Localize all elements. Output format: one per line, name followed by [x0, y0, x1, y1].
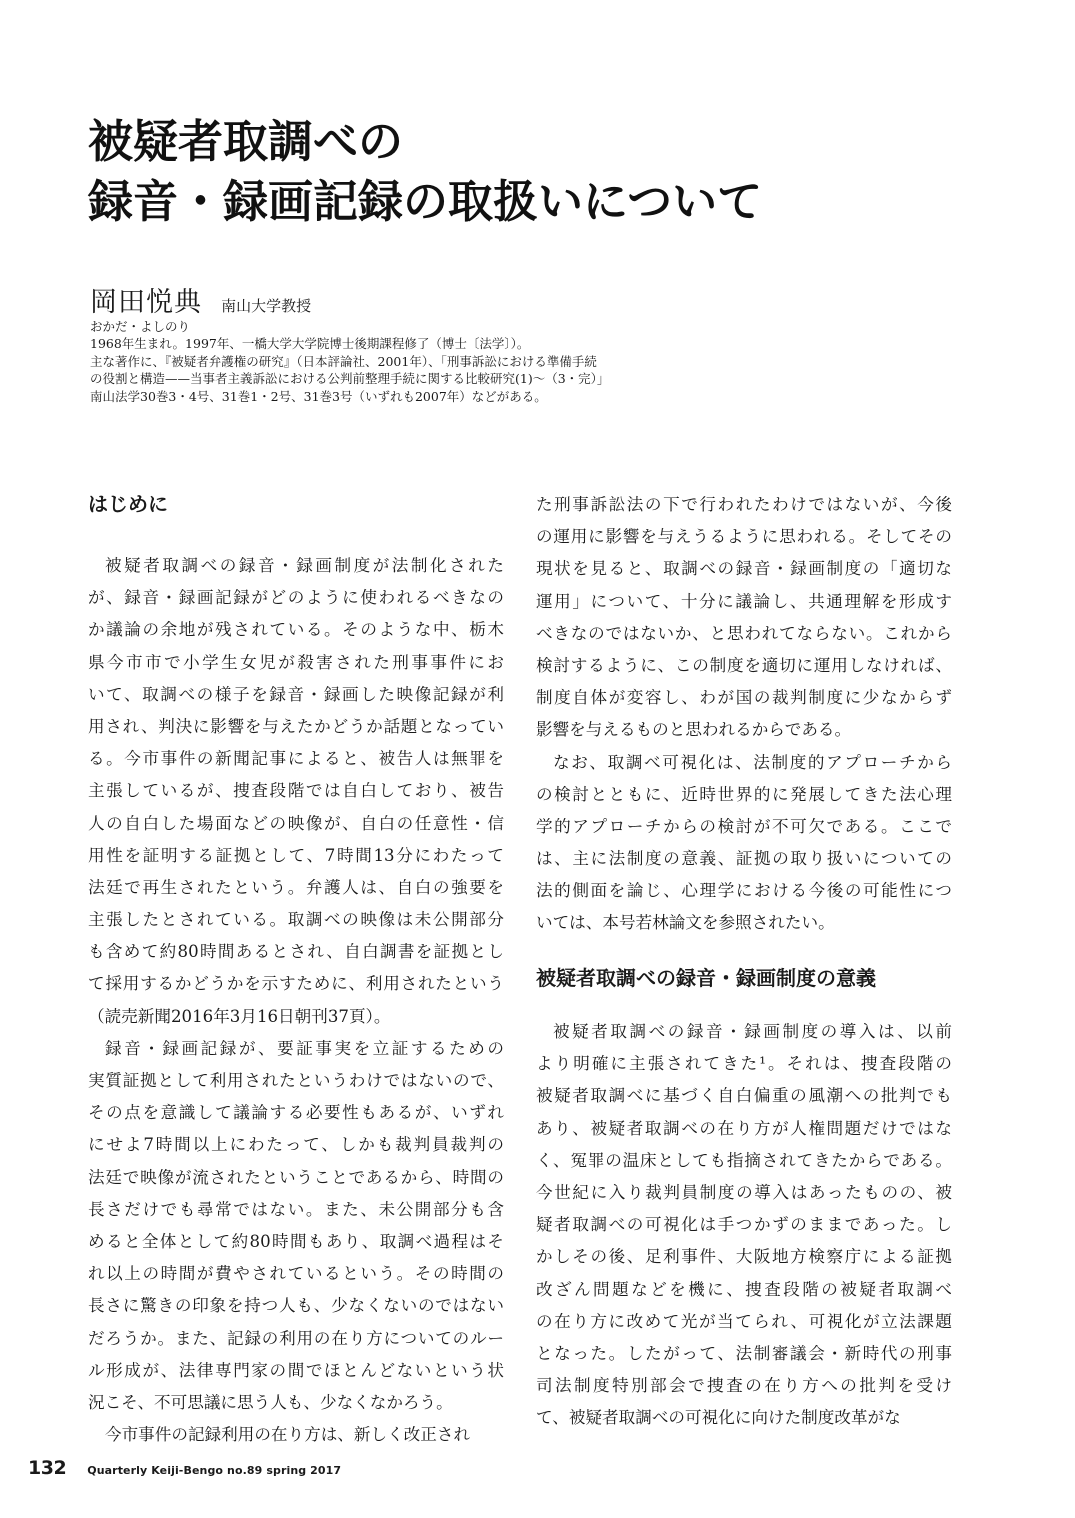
text-line: なお、取調べ可視化は、法制度的アプローチから — [553, 752, 952, 772]
text-line: いては、本号若林論文を参照されたい。 — [536, 913, 835, 933]
text-line: は、主に法制度の意義、証拠の取り扱いについての — [536, 849, 952, 869]
text-line: 運用」について、十分に議論し、共通理解を形成す — [536, 591, 952, 611]
section-heading-intro: はじめに — [88, 492, 168, 516]
text-line: 録音・録画記録が、要証事実を立証するための — [105, 1038, 504, 1058]
title-line-2: 録音・録画記録の取扱いについて — [88, 175, 763, 228]
text-line: 法廷で再生されたという。弁護人は、自白の強要を — [88, 877, 504, 897]
bio-line: 1968年生まれ。1997年、一橋大学大学院博士後期課程修了（博士〔法学〕）。 — [90, 336, 530, 352]
text-line: 学的アプローチからの検討が不可欠である。ここで — [536, 816, 952, 836]
text-line: その点を意識して議論する必要性もあるが、いずれ — [88, 1103, 504, 1123]
text-line: 県今市市で小学生女児が殺害された刑事事件にお — [88, 652, 504, 672]
author-name: 岡田悦典 — [90, 287, 202, 318]
text-line: 用され、判決に影響を与えたかどうか話題となってい — [88, 716, 504, 736]
text-line: の運用に影響を与えうるように思われる。そしてその — [536, 527, 952, 547]
text-line: か議論の余地が残されている。そのような中、栃木 — [88, 620, 504, 640]
text-line: 被疑者取調べに基づく自白偏重の風潮への批判でも — [536, 1086, 952, 1106]
left-column-body — [88, 550, 504, 1451]
text-line: めると全体として約80時間もあり、取調べ過程はそ — [88, 1231, 504, 1251]
bio-line: 主な著作に、『被疑者弁護権の研究』（日本評論社、2001年）、「刑事訴訟における準備手続 — [90, 353, 597, 369]
text-line: 検討するように、この制度を適切に運用しなければ、 — [536, 655, 952, 675]
text-line: 制度自体が変容し、わが国の裁判制度に少なからず — [536, 688, 952, 708]
text-line: あり、被疑者取調べの在り方が人権問題だけではな — [536, 1118, 952, 1138]
right-column-body-bottom — [536, 1016, 952, 1434]
text-line: て、被疑者取調べの可視化に向けた制度改革がな — [536, 1408, 901, 1428]
title-line-1: 被疑者取調べの — [88, 115, 404, 168]
text-line: 主張したとされている。取調べの映像は未公開部分 — [88, 910, 504, 930]
bio-line: 南山法学30巻3・4号、31巻1・2号、31巻3号（いずれも2007年）などがある。 — [90, 388, 547, 404]
text-line: 主張しているが、捜査段階では自白しており、被告 — [88, 781, 504, 801]
author-bio — [90, 318, 730, 405]
article-title — [88, 112, 988, 232]
bio-line: おかだ・よしのり — [90, 319, 191, 334]
author-line — [90, 280, 311, 319]
text-line: いて、取調べの様子を録音・録画した映像記録が利 — [88, 684, 504, 704]
text-line: の検討とともに、近時世界的に発展してきた法心理 — [536, 784, 952, 804]
journal-name: Quarterly Keiji-Bengo no.89 spring 2017 — [87, 1464, 342, 1477]
text-line: 被疑者取調べの録音・録画制度の導入は、以前 — [553, 1022, 952, 1041]
section-heading-significance: 被疑者取調べの録音・録画制度の意義 — [536, 966, 876, 990]
text-line: 長さだけでも尋常ではない。また、未公開部分も含 — [88, 1199, 504, 1219]
text-line: 影響を与えるものと思われるからである。 — [536, 720, 852, 740]
text-line: 現状を見ると、取調べの録音・録画制度の「適切な — [536, 559, 952, 579]
author-affiliation: 南山大学教授 — [221, 297, 312, 315]
text-line: く、冤罪の温床としても指摘されてきたからである。 — [536, 1150, 952, 1170]
text-line: 人の自白した場面などの映像が、自白の任意性・信 — [88, 813, 504, 833]
text-line: 今世紀に入り裁判員制度の導入はあったものの、被 — [536, 1182, 952, 1202]
text-line: かしその後、足利事件、大阪地方検察庁による証拠 — [536, 1247, 952, 1267]
text-line: の在り方に改めて光が当てられ、可視化が立法課題 — [536, 1311, 952, 1331]
text-line: 法的側面を論じ、心理学における今後の可能性につ — [536, 881, 952, 901]
text-line: より明確に主張されてきた¹。それは、捜査段階の — [536, 1054, 952, 1074]
text-line: て採用するかどうかを示すために、利用されたという — [88, 974, 504, 994]
page-footer — [28, 1457, 341, 1479]
text-line: 今市事件の記録利用の在り方は、新しく改正され — [105, 1425, 471, 1445]
right-column-body-top — [536, 489, 952, 940]
text-line: る。今市事件の新聞記事によると、被告人は無罪を — [88, 749, 504, 769]
text-line: 司法制度特別部会で捜査の在り方への批判を受け — [536, 1376, 952, 1396]
text-line: 況こそ、不可思議に思う人も、少なくなかろう。 — [88, 1392, 453, 1412]
text-line: 疑者取調べの可視化は手つかずのままであった。し — [536, 1215, 952, 1235]
text-line: 用性を証明する証拠として、7時間13分にわたって — [88, 845, 504, 865]
page-number: 132 — [28, 1457, 67, 1479]
text-line: 改ざん問題などを機に、捜査段階の被疑者取調べ — [536, 1279, 952, 1299]
text-line: 被疑者取調べの録音・録画制度が法制化された — [105, 556, 504, 575]
text-line: 法廷で映像が流されたということであるから、時間の — [88, 1167, 504, 1187]
text-line: が、録音・録画記録がどのように使われるべきなの — [88, 588, 504, 608]
text-line: となった。したがって、法制審議会・新時代の刑事 — [536, 1343, 952, 1363]
text-line: 長さに驚きの印象を持つ人も、少なくないのではない — [88, 1296, 504, 1316]
text-line: 実質証拠として利用されたというわけではないので、 — [88, 1071, 504, 1090]
text-line: べきなのではないか、と思われてならない。これから — [536, 623, 952, 643]
text-line: だろうか。また、記録の利用の在り方についてのルー — [88, 1328, 504, 1348]
text-line: も含めて約80時間あるとされ、自白調書を証拠とし — [88, 942, 504, 962]
text-line: れ以上の時間が費やされているという。その時間の — [88, 1264, 504, 1284]
text-line: にせよ7時間以上にわたって、しかも裁判員裁判の — [88, 1135, 504, 1155]
bio-line: の役割と構造——当事者主義訴訟における公判前整理手続に関する比較研究(1)〜（3・完）」 — [90, 371, 610, 387]
text-line: ル形成が、法律専門家の間でほとんどないという状 — [88, 1360, 504, 1380]
text-line: （読売新聞2016年3月16日朝刊37頁）。 — [88, 1006, 391, 1026]
text-line: た刑事訴訟法の下で行われたわけではないが、今後 — [536, 495, 952, 514]
